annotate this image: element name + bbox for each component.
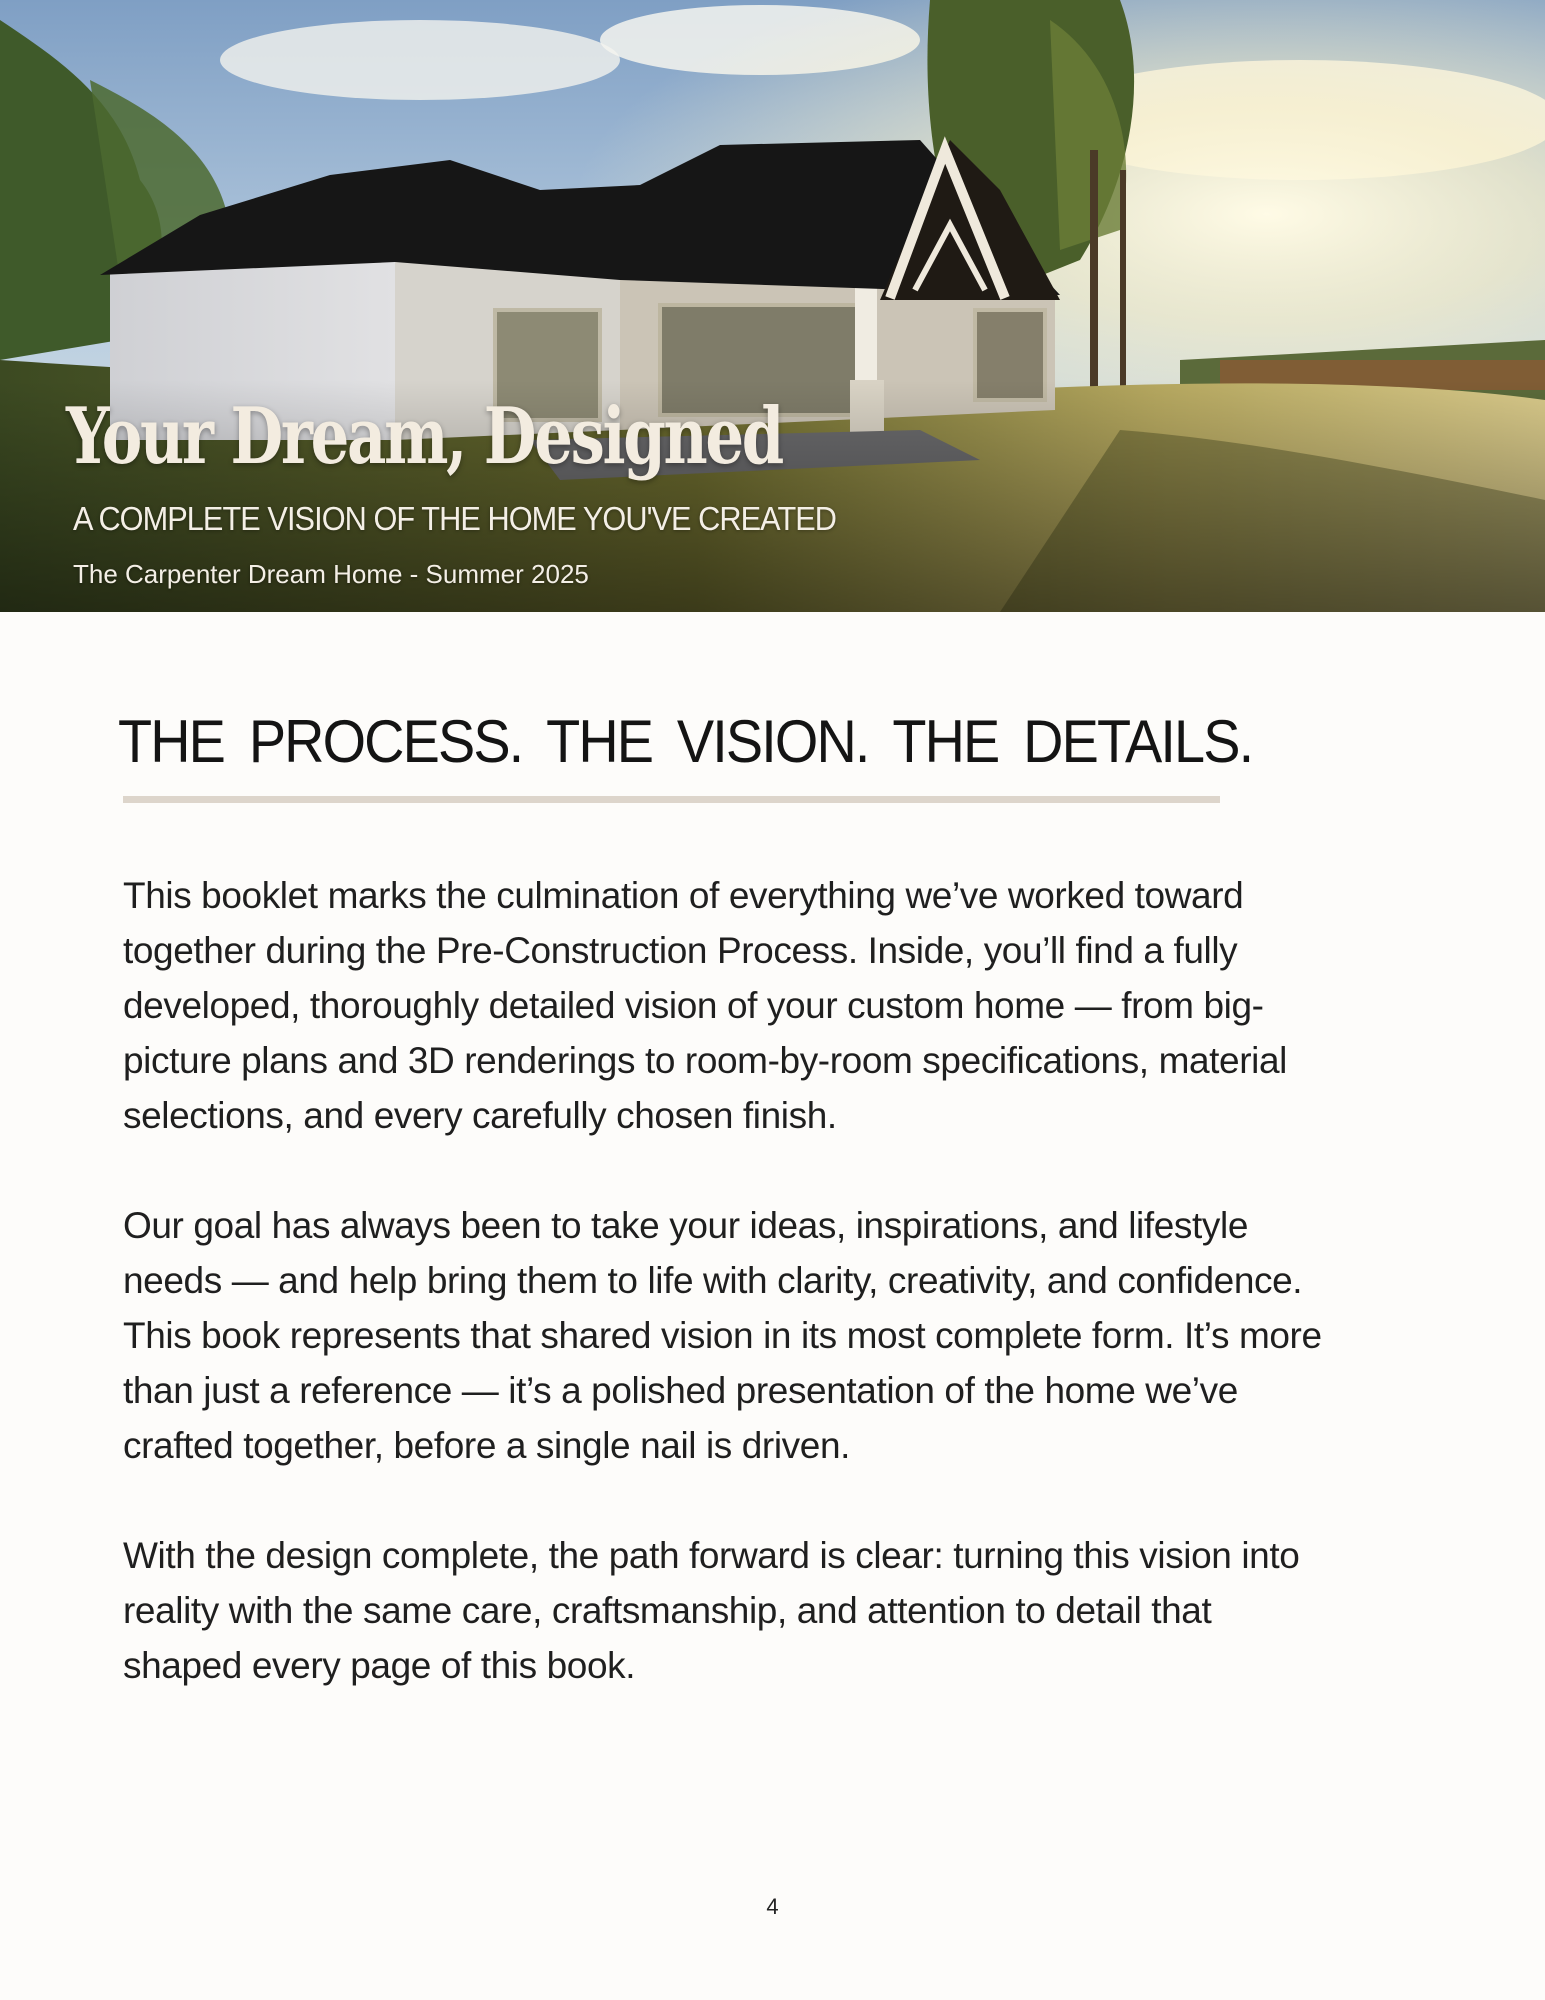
hero-caption: The Carpenter Dream Home - Summer 2025 (73, 559, 589, 589)
body-text (123, 868, 1443, 1748)
section-heading: THE PROCESS. THE VISION. THE DETAILS. (118, 708, 1253, 775)
paragraph-intro: This booklet marks the culmination of everything we’ve worked toward together during the Pre-Construction Process. Inside, you’ll find a fully developed, thoroughly detailed vision of your custom home — from big- picture plans and 3D renderings to room-by-room specifications, material selections, and every carefully chosen finish. (123, 875, 1287, 1136)
hero-banner (0, 0, 1545, 612)
hero-subtitle: A COMPLETE VISION OF THE HOME YOU'VE CREATED (73, 500, 837, 537)
page-number: 4 (766, 1894, 779, 1919)
paragraph-goal: Our goal has always been to take your ideas, inspirations, and lifestyle needs — and help bring them to life with clarity, creativity, and confidence. This book represents that shared vision in its most complete form. It’s more than just a reference — it’s a polished presentation of the home we’ve crafted together, before a single nail is driven. (123, 1205, 1322, 1466)
paragraph-path-forward: With the design complete, the path forward is clear: turning this vision into reality with the same care, craftsmanship, and attention to detail that shaped every page of this book. (123, 1535, 1300, 1686)
heading-divider (123, 796, 1220, 803)
hero-title: Your Dream, Designed (66, 391, 782, 482)
